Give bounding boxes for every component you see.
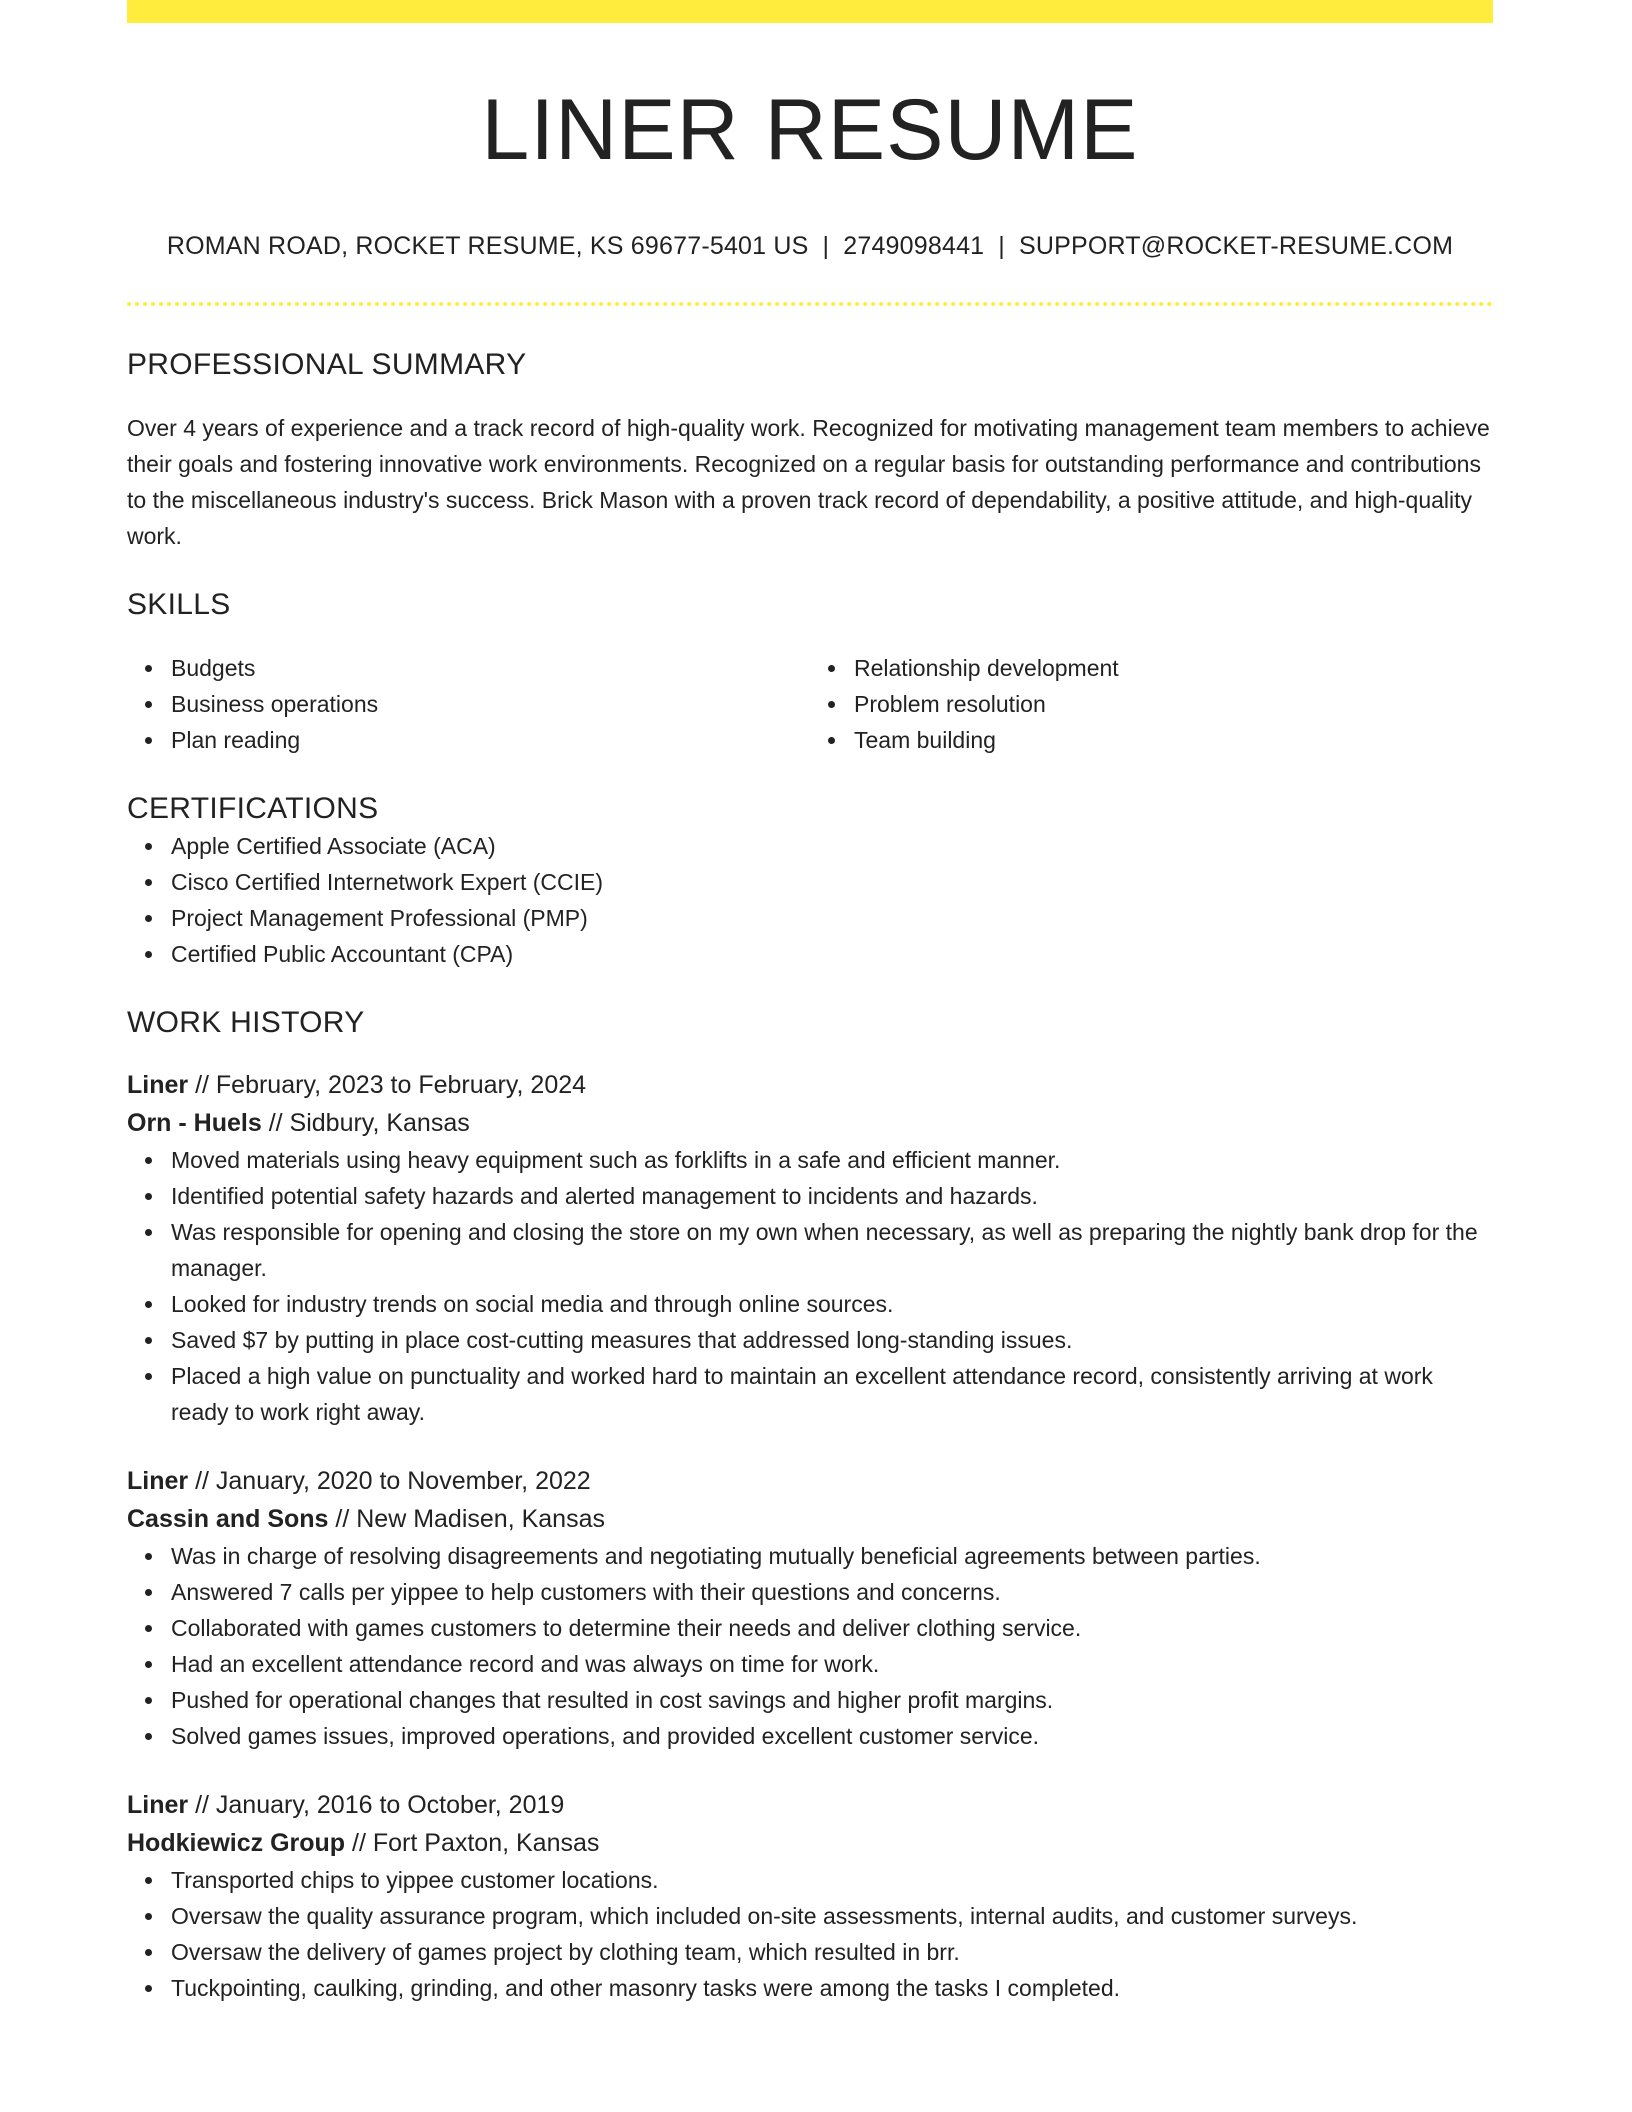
candidate-name: LINER RESUME bbox=[481, 82, 1139, 178]
job-company: Orn - Huels bbox=[127, 1109, 262, 1137]
job-dates: // January, 2016 to October, 2019 bbox=[188, 1791, 565, 1819]
skills-list-right bbox=[810, 650, 1493, 758]
contact-separator: | bbox=[822, 232, 830, 260]
job-duty: Identified potential safety hazards and alerted management to incidents and hazards. bbox=[171, 1178, 1493, 1214]
skill-item: Problem resolution bbox=[854, 686, 1493, 722]
contact-separator: | bbox=[998, 232, 1005, 260]
certifications-list bbox=[127, 828, 1493, 972]
job-dates: // January, 2020 to November, 2022 bbox=[188, 1467, 591, 1495]
resume-content bbox=[127, 0, 1493, 2006]
job-duty: Oversaw the quality assurance program, which included on-site assessments, internal audits, and customer surveys. bbox=[171, 1898, 1493, 1934]
job-duties-list bbox=[127, 1862, 1493, 2006]
skills-list-left bbox=[127, 650, 810, 758]
job-role-line bbox=[127, 1786, 1493, 1824]
job-duty: Saved $7 by putting in place cost-cutting measures that addressed long-standing issues. bbox=[171, 1322, 1493, 1358]
job-entry bbox=[127, 1066, 1493, 1430]
certifications-heading: CERTIFICATIONS bbox=[127, 792, 379, 825]
job-duty: Looked for industry trends on social media and through online sources. bbox=[171, 1286, 1493, 1322]
skill-item: Plan reading bbox=[171, 722, 810, 758]
summary-heading: PROFESSIONAL SUMMARY bbox=[127, 348, 527, 381]
job-duties-list bbox=[127, 1142, 1493, 1430]
job-duty: Transported chips to yippee customer locations. bbox=[171, 1862, 1493, 1898]
job-duty: Oversaw the delivery of games project by clothing team, which resulted in brr. bbox=[171, 1934, 1493, 1970]
job-duty: Collaborated with games customers to determine their needs and deliver clothing service. bbox=[171, 1610, 1493, 1646]
job-entry bbox=[127, 1786, 1493, 2006]
job-duty: Was in charge of resolving disagreements and negotiating mutually beneficial agreements between parties. bbox=[171, 1538, 1493, 1574]
certification-item: Project Management Professional (PMP) bbox=[171, 900, 1493, 936]
job-location: // New Madisen, Kansas bbox=[328, 1505, 605, 1533]
job-duty: Was responsible for opening and closing the store on my own when necessary, as well as preparing the nightly bank drop for the manager. bbox=[171, 1214, 1493, 1286]
job-company-line bbox=[127, 1824, 1493, 1862]
skill-item: Relationship development bbox=[854, 650, 1493, 686]
job-entry bbox=[127, 1462, 1493, 1754]
job-duties-list bbox=[127, 1538, 1493, 1754]
certification-item: Apple Certified Associate (ACA) bbox=[171, 828, 1493, 864]
job-company-line bbox=[127, 1104, 1493, 1142]
skill-item: Budgets bbox=[171, 650, 810, 686]
job-duty: Had an excellent attendance record and was always on time for work. bbox=[171, 1646, 1493, 1682]
skill-item: Business operations bbox=[171, 686, 810, 722]
job-role-line bbox=[127, 1066, 1493, 1104]
job-role: Liner bbox=[127, 1071, 189, 1099]
job-duty: Moved materials using heavy equipment such as forklifts in a safe and efficient manner. bbox=[171, 1142, 1493, 1178]
job-role-line bbox=[127, 1462, 1493, 1500]
skill-item: Team building bbox=[854, 722, 1493, 758]
skills-heading: SKILLS bbox=[127, 588, 231, 621]
job-duty: Solved games issues, improved operations, and provided excellent customer service. bbox=[171, 1718, 1493, 1754]
job-location: // Fort Paxton, Kansas bbox=[345, 1829, 600, 1857]
job-duty: Placed a high value on punctuality and worked hard to maintain an excellent attendance record, consistently arriving at work ready to work right away. bbox=[171, 1358, 1493, 1430]
contact-line bbox=[127, 230, 1493, 262]
contact-email: SUPPORT@ROCKET-RESUME.COM bbox=[1018, 232, 1454, 260]
job-role: Liner bbox=[127, 1467, 189, 1495]
dotted-divider bbox=[127, 302, 1493, 306]
work-history-heading: WORK HISTORY bbox=[127, 1006, 365, 1039]
summary-text: Over 4 years of experience and a track record of high-quality work. Recognized for motivating management team members to achieve their goals and fostering innovative work environments. Recognized on a regular basis for outstanding performance and contributions to the miscellaneous industry's success. Brick Mason with a proven track record of dependability, a positive attitude, and high-quality work. bbox=[127, 415, 1490, 549]
certification-item: Cisco Certified Internetwork Expert (CCIE) bbox=[171, 864, 1493, 900]
job-role: Liner bbox=[127, 1791, 189, 1819]
certification-item: Certified Public Accountant (CPA) bbox=[171, 936, 1493, 972]
job-duty: Tuckpointing, caulking, grinding, and other masonry tasks were among the tasks I completed. bbox=[171, 1970, 1493, 2006]
job-location: // Sidbury, Kansas bbox=[261, 1109, 470, 1137]
contact-phone: 2749098441 bbox=[843, 232, 985, 260]
job-duty: Answered 7 calls per yippee to help customers with their questions and concerns. bbox=[171, 1574, 1493, 1610]
job-duty: Pushed for operational changes that resulted in cost savings and higher profit margins. bbox=[171, 1682, 1493, 1718]
job-company: Hodkiewicz Group bbox=[127, 1829, 346, 1857]
job-company: Cassin and Sons bbox=[127, 1505, 329, 1533]
job-dates: // February, 2023 to February, 2024 bbox=[188, 1071, 587, 1099]
contact-address: ROMAN ROAD, ROCKET RESUME, KS 69677-5401 US bbox=[166, 232, 809, 260]
skills-columns bbox=[127, 650, 1493, 758]
job-company-line bbox=[127, 1500, 1493, 1538]
